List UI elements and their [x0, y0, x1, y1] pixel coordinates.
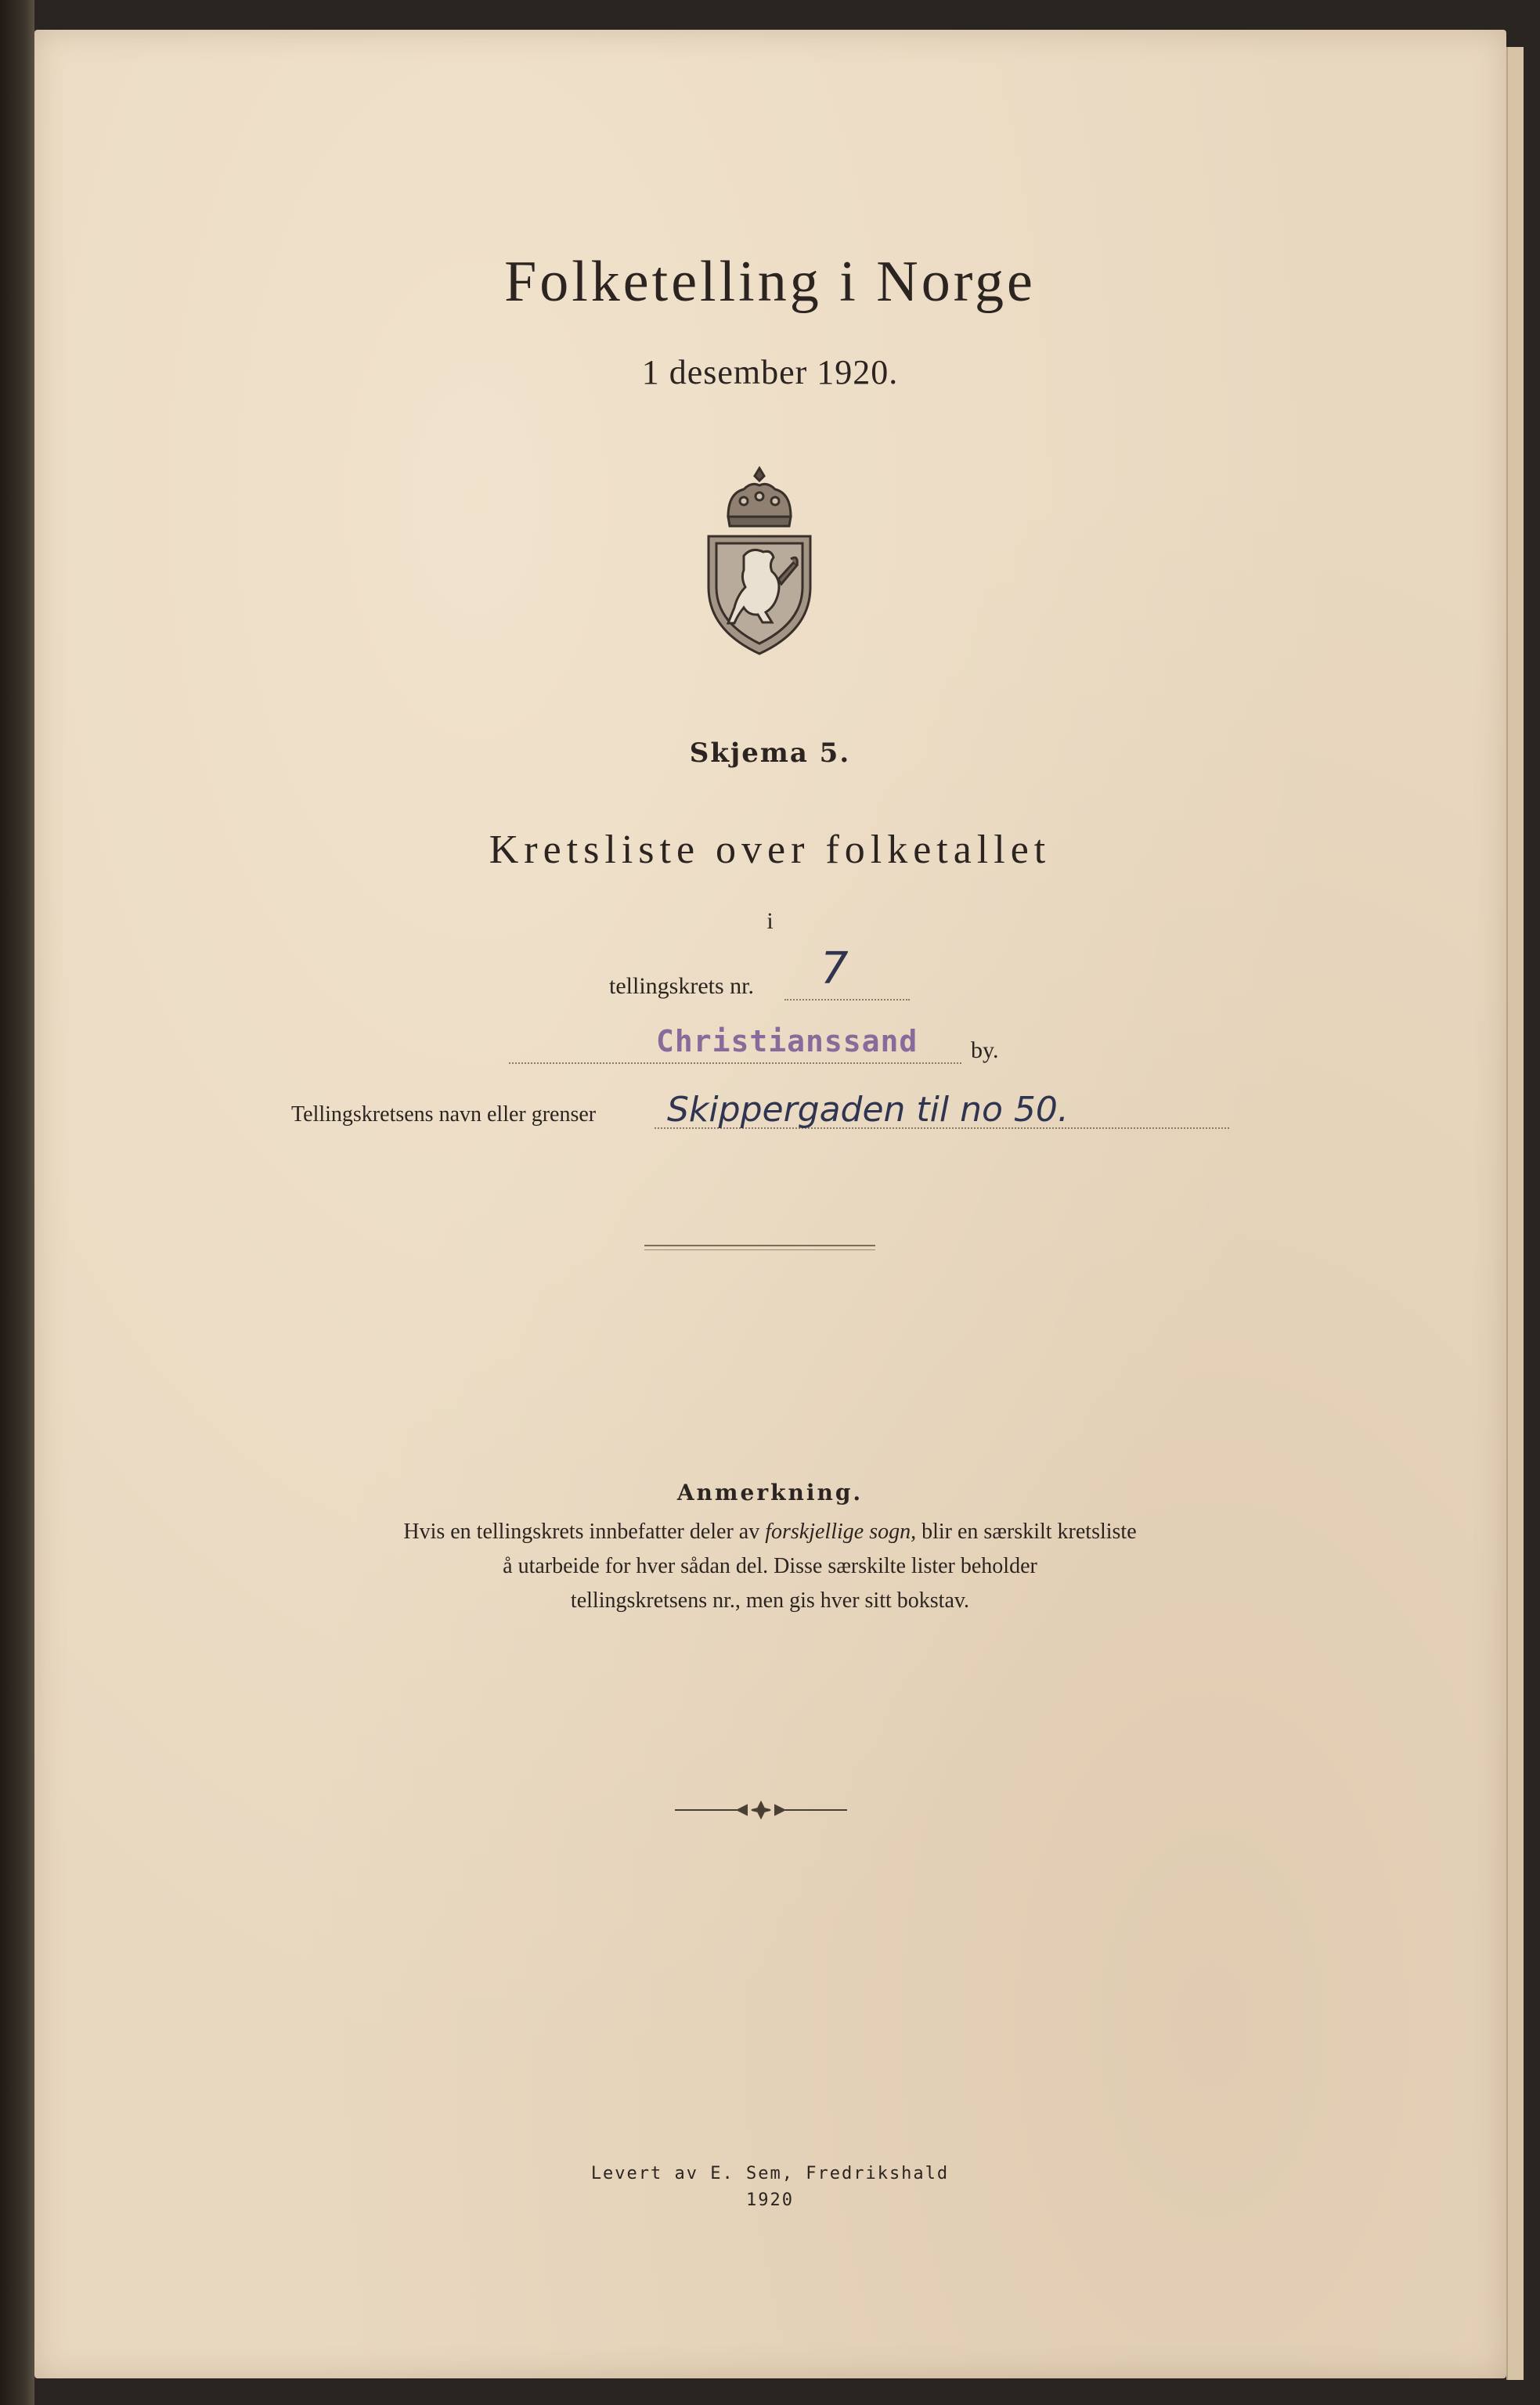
note-line-2: å utarbeide for hver sådan del. Disse særskilte lister beholder: [503, 1554, 1037, 1578]
city-line: [509, 1062, 961, 1064]
form-heading: Kretsliste over folketallet: [489, 828, 1051, 872]
heading-preposition: i: [766, 908, 774, 934]
printer-imprint: [0, 2161, 1540, 2214]
note-line-1-end: blir en særskilt kretsliste: [916, 1520, 1137, 1544]
norwegian-coat-of-arms-icon: [697, 462, 822, 658]
note-line-1-start: Hvis en tellingskrets innbefatter deler av: [403, 1520, 766, 1544]
schema-number: Skjema 5.: [689, 737, 851, 769]
printer-line-1: Levert av E. Sem, Fredrikshald: [590, 2164, 950, 2183]
boundary-value-field[interactable]: Skippergaden til no 50.: [667, 1090, 1069, 1130]
printer-line-2: 1920: [746, 2190, 794, 2210]
section-divider: [644, 1245, 875, 1246]
section-divider-thin: [644, 1249, 875, 1250]
note-line-1-emphasis: forskjellige sogn,: [765, 1520, 917, 1544]
ornament-divider-icon: [675, 1801, 847, 1819]
district-label: tellingskrets nr.: [609, 973, 754, 999]
note-line-3: tellingskretsens nr., men gis hver sitt bokstav.: [570, 1588, 970, 1613]
district-number-line: [784, 999, 910, 1001]
document-date: 1 desember 1920.: [641, 353, 899, 391]
district-number-field[interactable]: 7: [820, 943, 849, 994]
city-suffix: by.: [971, 1037, 999, 1063]
note-line-1: [0, 1515, 1540, 1549]
note-title: Anmerkning.: [676, 1480, 864, 1505]
city-stamp: Christianssand: [656, 1024, 918, 1058]
boundary-label: Tellingskretsens navn eller grenser: [291, 1102, 597, 1127]
document-title: Folketelling i Norge: [504, 250, 1036, 314]
sheet-edge-right: [1506, 47, 1524, 2380]
note-body: [0, 1515, 1540, 1618]
